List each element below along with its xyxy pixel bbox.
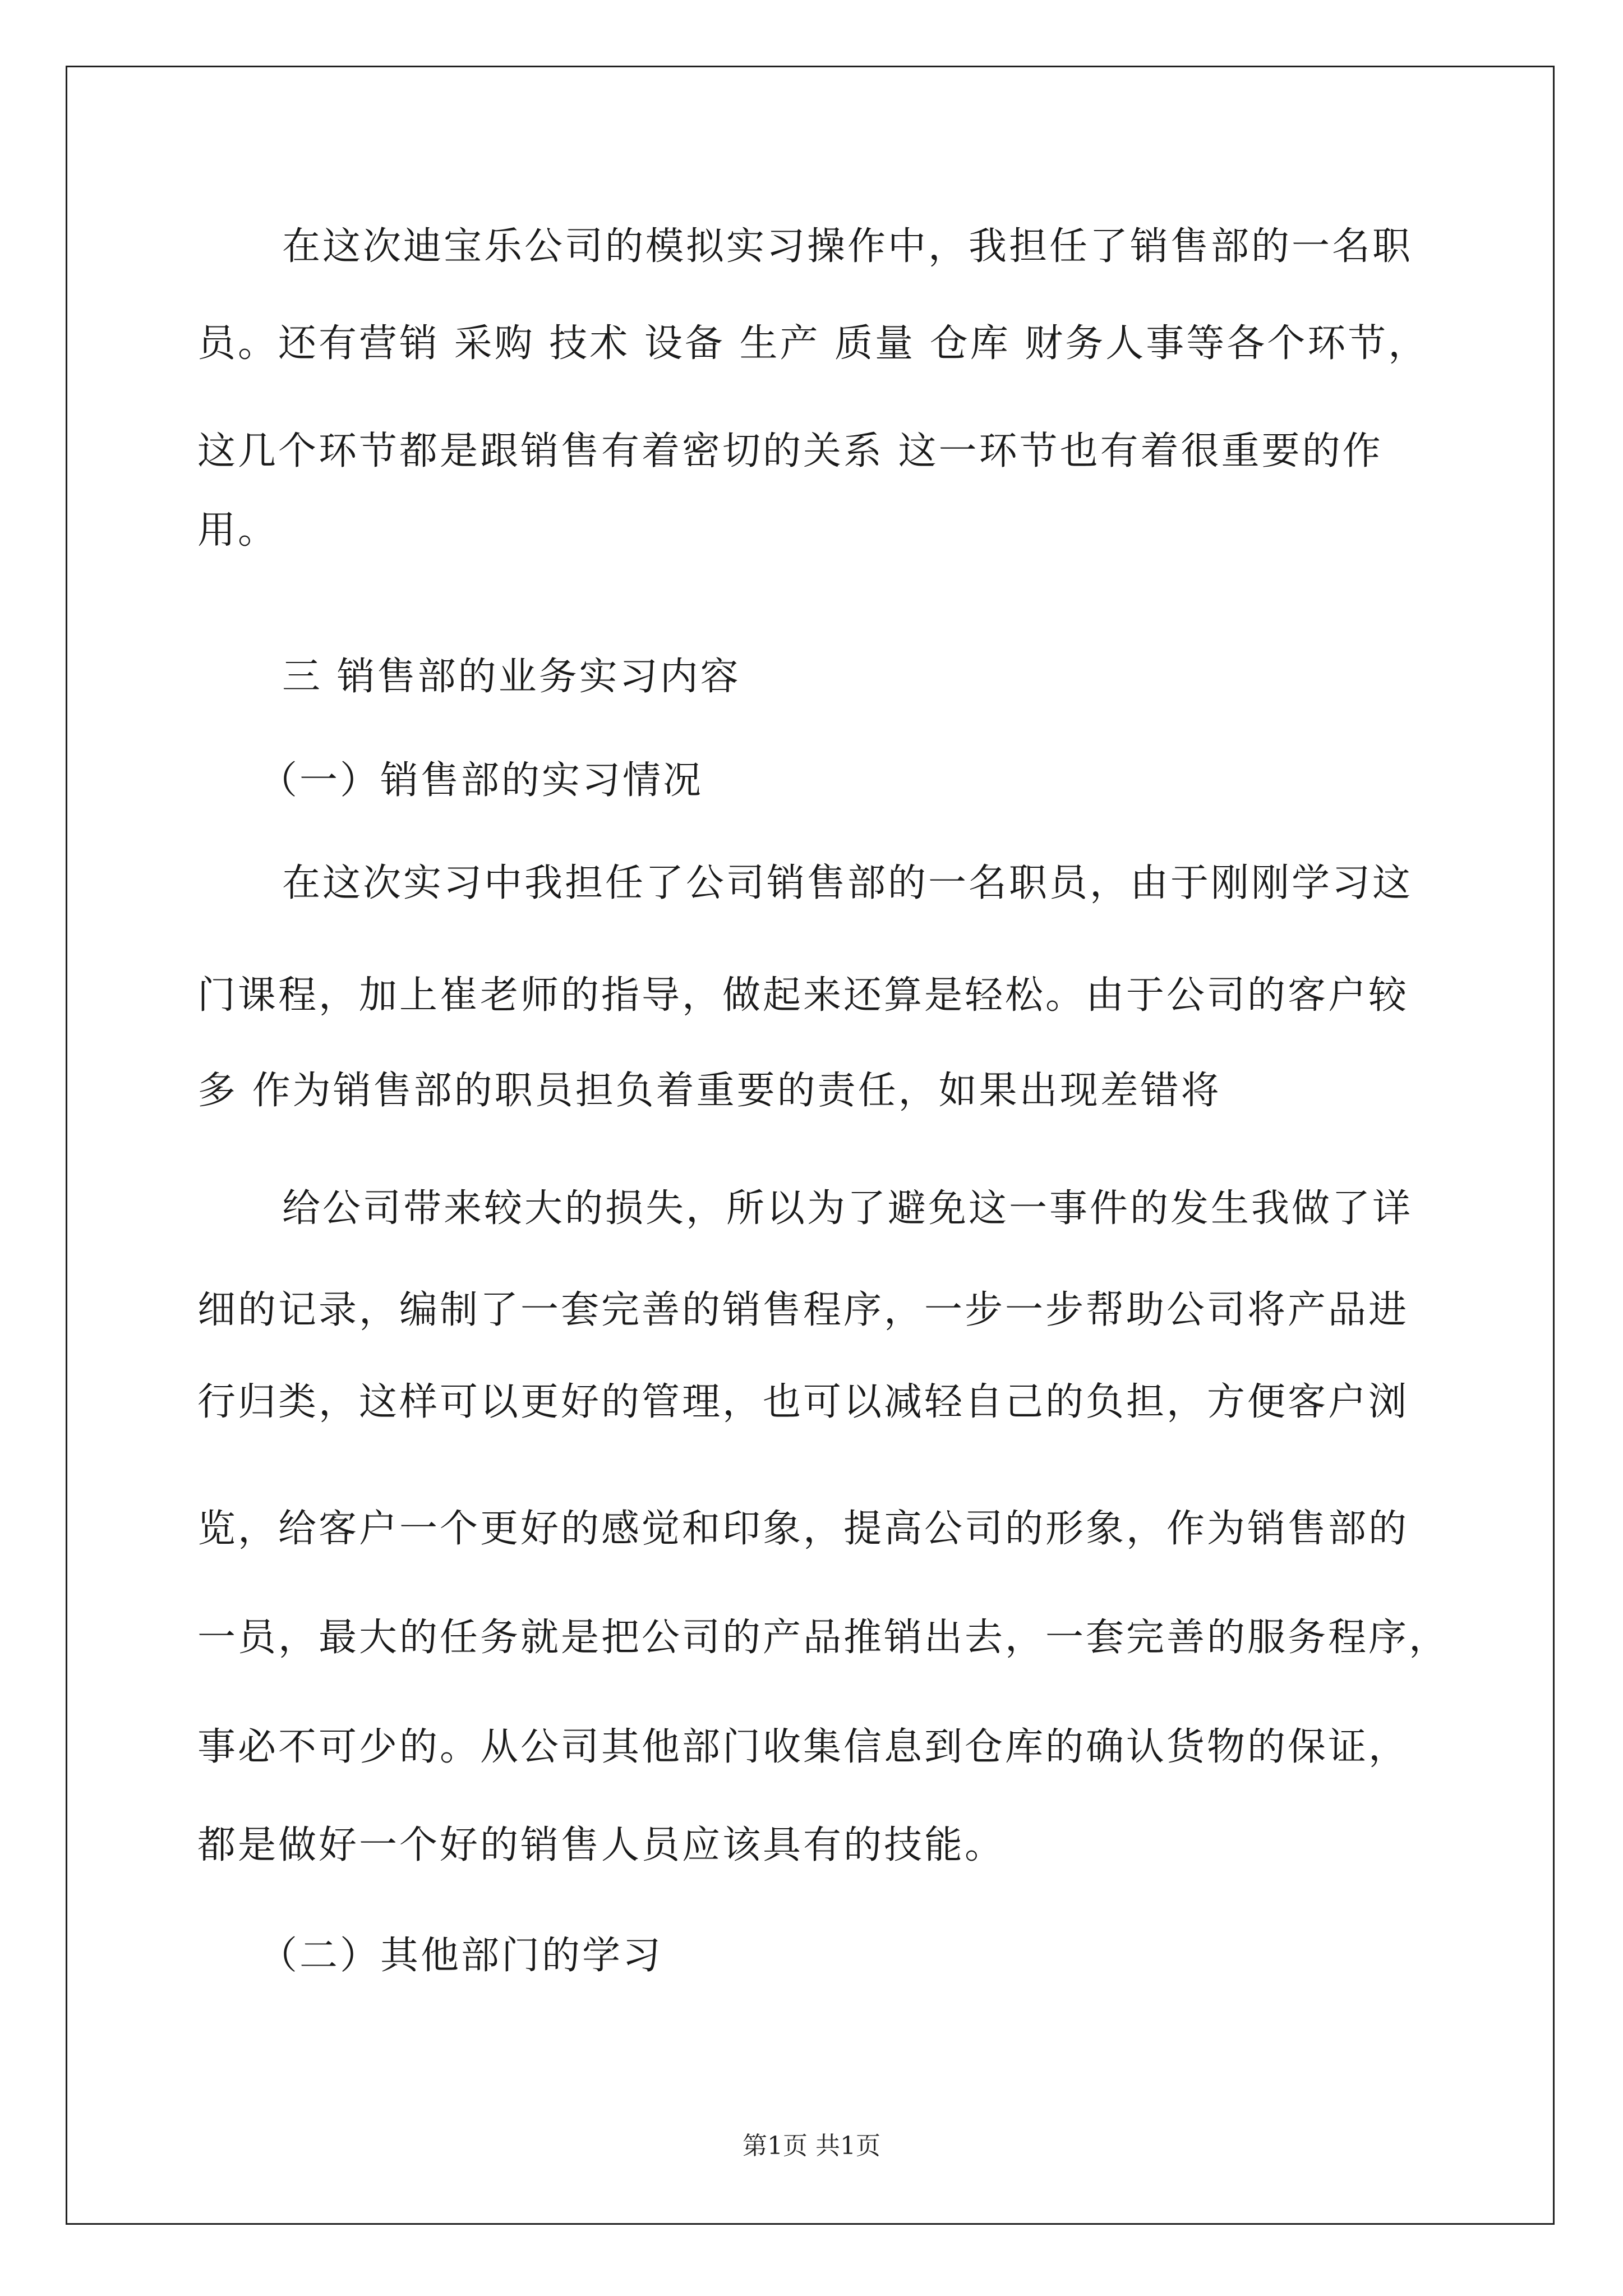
paragraph-1-line-3: 这几个环节都是跟销售有着密切的关系 这一环节也有着很重要的作	[197, 429, 1383, 473]
paragraph-3-line-1: 给公司带来较大的损失，所以为了避免这一事件的发生我做了详	[282, 1186, 1413, 1231]
paragraph-2-line-2: 门课程，加上崔老师的指导，做起来还算是轻松。由于公司的客户较	[197, 973, 1409, 1018]
paragraph-3-line-7: 都是做好一个好的销售人员应该具有的技能。	[197, 1823, 1006, 1867]
section-heading: 三 销售部的业务实习内容	[282, 655, 741, 699]
paragraph-2-line-1: 在这次实习中我担任了公司销售部的一名职员，由于刚刚学习这	[282, 861, 1413, 905]
page-footer: 第1页 共1页	[743, 2132, 880, 2160]
page-border	[66, 66, 1555, 2225]
subsection-heading-1: （一）销售部的实习情况	[259, 758, 704, 803]
paragraph-2-line-3: 多 作为销售部的职员担负着重要的责任，如果出现差错将	[197, 1069, 1221, 1113]
paragraph-3-line-2: 细的记录，编制了一套完善的销售程序，一步一步帮助公司将产品进	[197, 1288, 1409, 1332]
paragraph-3-line-4: 览，给客户一个更好的感觉和印象，提高公司的形象，作为销售部的	[197, 1507, 1409, 1551]
subsection-heading-2: （二）其他部门的学习	[259, 1934, 663, 1978]
paragraph-3-line-3: 行归类，这样可以更好的管理，也可以减轻自己的负担，方便客户浏	[197, 1380, 1409, 1424]
paragraph-1-line-1: 在这次迪宝乐公司的模拟实习操作中，我担任了销售部的一名职	[282, 224, 1413, 269]
paragraph-3-line-6: 事必不可少的。从公司其他部门收集信息到仓库的确认货物的保证，	[197, 1725, 1409, 1769]
paragraph-3-line-5: 一员，最大的任务就是把公司的产品推销出去，一套完善的服务程序，	[197, 1616, 1450, 1660]
paragraph-1-line-2: 员。还有营销 采购 技术 设备 生产 质量 仓库 财务人事等各个环节，	[197, 321, 1429, 366]
paragraph-1-line-4: 用。	[197, 508, 279, 553]
